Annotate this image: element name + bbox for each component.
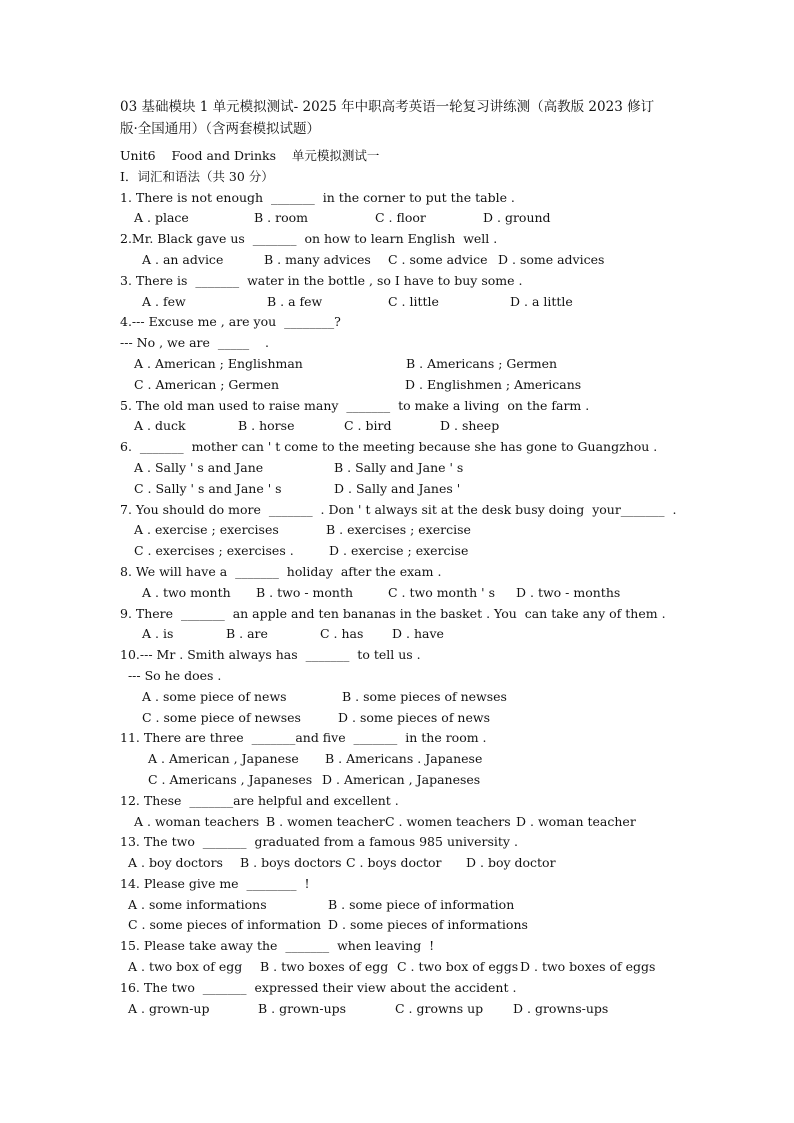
option-row	[120, 292, 680, 313]
answer-option: B . two - month	[256, 584, 354, 600]
answer-option: D . some pieces of news	[338, 709, 490, 725]
answer-option: A . some informations	[128, 896, 267, 912]
option-row	[120, 416, 680, 437]
question-stem: 3. There is _______ water in the bottle , so I have to buy some .	[120, 272, 523, 288]
answer-option: A . grown-up	[128, 1000, 210, 1016]
question-stem: 8. We will have a _______ holiday after the exam .	[120, 563, 442, 579]
title-line-2: 版·全国通用）（含两套模拟试题）	[120, 121, 321, 137]
answer-option: C . boys doctor	[346, 855, 442, 871]
answer-option: A . exercise ; exercises	[134, 522, 279, 538]
answer-option: D . some pieces of informations	[328, 917, 528, 933]
question-stem: 4.--- Excuse me , are you ________?	[120, 314, 341, 330]
question-item	[120, 271, 680, 313]
question-item	[120, 936, 680, 978]
answer-option: B . Sally and Jane ' s	[334, 459, 464, 475]
answer-option: C . some advice	[388, 251, 488, 267]
option-row	[120, 895, 680, 916]
answer-option: D . boy doctor	[466, 855, 556, 871]
answer-option: A . some piece of news	[142, 688, 287, 704]
question-item	[120, 437, 680, 499]
answer-option: C . some piece of newses	[142, 709, 301, 725]
option-row	[120, 624, 680, 645]
question-item	[120, 312, 680, 395]
answer-option: D . growns-ups	[513, 1000, 609, 1016]
question-stem: 15. Please take away the _______ when leaving !	[120, 938, 435, 954]
title-line-1: 03 基础模块 1 单元模拟测试- 2025 年中职高考英语一轮复习讲练测（高教版 2023 修订	[120, 99, 655, 115]
question-item	[120, 604, 680, 646]
question-stem: 5. The old man used to raise many _______ to make a living on the farm .	[120, 397, 590, 413]
option-row	[120, 915, 680, 936]
answer-option: A . is	[142, 626, 174, 642]
answer-option: A . an advice	[142, 251, 224, 267]
answer-option: D . ground	[483, 210, 551, 226]
answer-option: C . bird	[344, 418, 392, 434]
answer-option: A . woman teachers	[134, 813, 260, 829]
option-row	[120, 458, 680, 479]
option-row	[120, 520, 680, 541]
question-item	[120, 978, 680, 1020]
answer-option: C . little	[388, 293, 439, 309]
answer-option: A . American ; Englishman	[134, 355, 303, 371]
question-stem: 7. You should do more _______ . Don ' t always sit at the desk busy doing your_______ .	[120, 501, 677, 517]
option-row	[120, 375, 680, 396]
option-row	[120, 853, 680, 874]
question-dialogue-line: --- So he does .	[120, 667, 222, 683]
question-item	[120, 188, 680, 230]
answer-option: B . women teacher	[266, 813, 385, 829]
question-stem: 14. Please give me ________ !	[120, 875, 310, 891]
answer-option: A . few	[142, 293, 186, 309]
option-row	[120, 208, 680, 229]
question-item	[120, 562, 680, 604]
question-list	[120, 188, 680, 1020]
answer-option: B . two boxes of egg	[260, 959, 389, 975]
option-row	[120, 583, 680, 604]
question-item	[120, 791, 680, 833]
option-row	[120, 250, 680, 271]
question-stem: 2.Mr. Black gave us _______ on how to learn English well .	[120, 231, 498, 247]
answer-option: C . growns up	[395, 1000, 484, 1016]
answer-option: B . some pieces of newses	[342, 688, 507, 704]
question-item	[120, 645, 680, 728]
answer-option: B . a few	[267, 293, 323, 309]
answer-option: C . Americans , Japaneses	[148, 771, 313, 787]
question-stem: 12. These _______are helpful and excellent .	[120, 792, 399, 808]
answer-option: A . Sally ' s and Jane	[134, 459, 264, 475]
question-stem: 6. _______ mother can ' t come to the meeting because she has gone to Guangzhou .	[120, 439, 658, 455]
answer-option: D . Sally and Janes '	[334, 480, 461, 496]
document-title	[120, 96, 680, 140]
answer-option: A . boy doctors	[128, 855, 223, 871]
option-row	[120, 770, 680, 791]
answer-option: B . are	[226, 626, 268, 642]
answer-option: B . grown-ups	[258, 1000, 347, 1016]
answer-option: B . horse	[238, 418, 295, 434]
question-item	[120, 832, 680, 874]
answer-option: A . American , Japanese	[148, 751, 299, 767]
answer-option: D . sheep	[440, 418, 500, 434]
option-row	[120, 687, 680, 708]
answer-option: C . some pieces of information	[128, 917, 322, 933]
answer-option: B . Americans ; Germen	[406, 355, 558, 371]
question-stem: 11. There are three _______and five _______ in the room .	[120, 730, 487, 746]
option-row	[120, 354, 680, 375]
answer-option: C . women teachers	[385, 813, 511, 829]
question-stem: 16. The two _______ expressed their view about the accident .	[120, 979, 517, 995]
question-stem: 13. The two _______ graduated from a famous 985 university .	[120, 834, 518, 850]
question-stem: 9. There _______ an apple and ten bananas in the basket . You can take any of them .	[120, 605, 666, 621]
answer-option: C . has	[320, 626, 364, 642]
option-row	[120, 708, 680, 729]
answer-option: D . Englishmen ; Americans	[405, 376, 582, 392]
option-row	[120, 999, 680, 1020]
question-item	[120, 500, 680, 562]
question-item	[120, 728, 680, 790]
answer-option: D . some advices	[498, 251, 605, 267]
question-stem: 1. There is not enough _______ in the corner to put the table .	[120, 189, 515, 205]
option-row	[120, 957, 680, 978]
answer-option: C . American ; Germen	[134, 376, 280, 392]
answer-option: D . two - months	[516, 584, 621, 600]
question-item	[120, 874, 680, 936]
answer-option: B . some piece of information	[328, 896, 515, 912]
document-page	[120, 96, 680, 1019]
answer-option: B . many advices	[264, 251, 371, 267]
answer-option: A . two month	[142, 584, 231, 600]
question-stem: 10.--- Mr . Smith always has _______ to tell us .	[120, 647, 421, 663]
answer-option: B . exercises ; exercise	[326, 522, 471, 538]
answer-option: C . two month ' s	[388, 584, 496, 600]
answer-option: D . exercise ; exercise	[329, 543, 469, 559]
question-item	[120, 229, 680, 271]
option-row	[120, 812, 680, 833]
answer-option: C . floor	[375, 210, 426, 226]
answer-option: D . American , Japaneses	[322, 771, 481, 787]
answer-option: A . duck	[134, 418, 186, 434]
answer-option: A . place	[134, 210, 189, 226]
answer-option: B . room	[254, 210, 308, 226]
answer-option: B . Americans . Japanese	[325, 751, 483, 767]
answer-option: D . two boxes of eggs	[520, 959, 656, 975]
section-heading: I．词汇和语法（共 30 分）	[120, 168, 274, 184]
answer-option: D . have	[392, 626, 444, 642]
answer-option: A . two box of egg	[128, 959, 243, 975]
unit-heading: Unit6 Food and Drinks 单元模拟测试一	[120, 148, 380, 163]
answer-option: C . Sally ' s and Jane ' s	[134, 480, 282, 496]
question-item	[120, 396, 680, 438]
answer-option: C . two box of eggs	[397, 959, 519, 975]
answer-option: D . woman teacher	[516, 813, 636, 829]
option-row	[120, 541, 680, 562]
question-dialogue-line: --- No , we are _____ .	[120, 335, 269, 351]
answer-option: C . exercises ; exercises .	[134, 543, 294, 559]
answer-option: B . boys doctors	[240, 855, 342, 871]
answer-option: D . a little	[510, 293, 573, 309]
option-row	[120, 749, 680, 770]
option-row	[120, 479, 680, 500]
